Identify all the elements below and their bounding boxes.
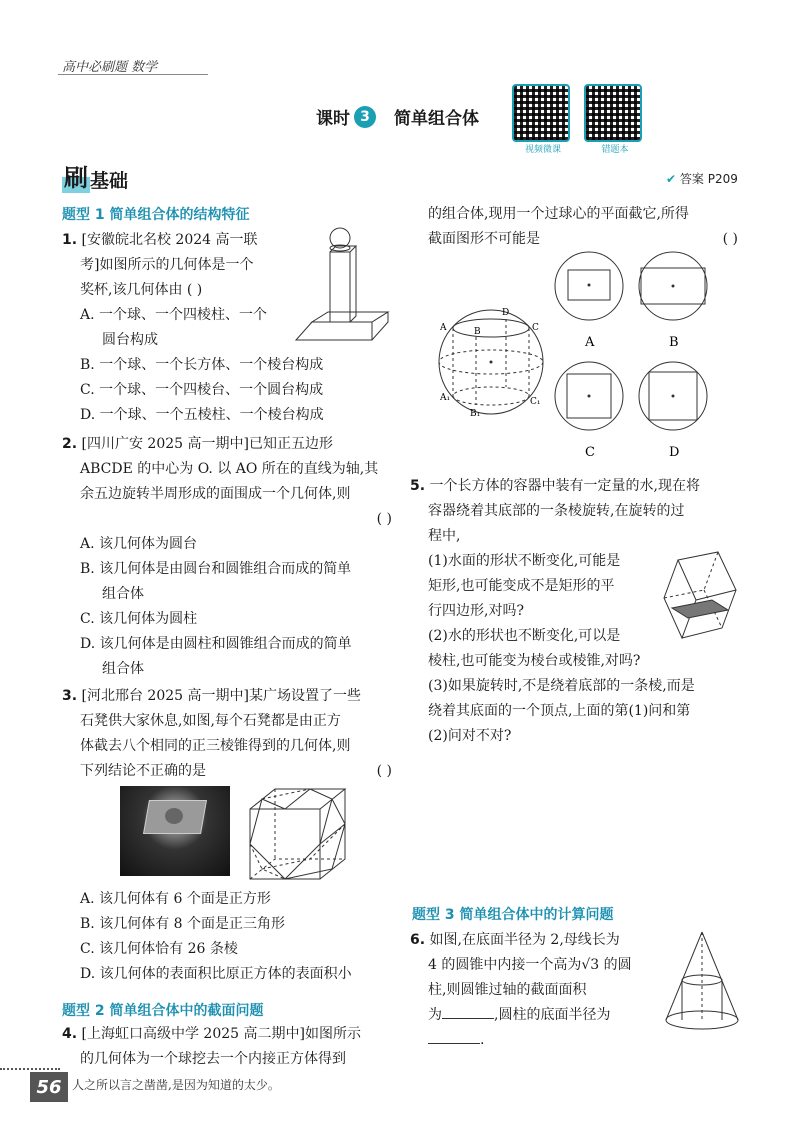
q2-number: 2. [62,436,78,452]
q4-line-3: 的组合体,现用一个过球心的平面截它,所得 [428,206,689,222]
q1-line-1: [安徽皖北名校 2024 高一联 [81,232,258,248]
q1-options [80,303,324,428]
section-big-char: 刷 [62,158,90,193]
choice-label-b: B [669,335,679,350]
choice-label-a: A [585,335,595,350]
choice-c-diagram [555,362,623,430]
sphere-cube-figure [436,300,551,425]
q5-line-5: 矩形,也可能变成不是矩形的平 [428,578,615,594]
type-3-title: 题型 3 简单组合体中的计算问题 [412,907,614,923]
q3-option-d: D. 该几何体的表面积比原正方体的表面积小 [80,966,352,982]
q2-option-d: D. 该几何体是由圆柱和圆锥组合而成的简单 [80,636,352,652]
q6-line-5: . [480,1032,485,1048]
q1-option-c: C. 一个球、一个四棱台、一个圆台构成 [80,382,324,398]
choice-label-d: D [669,445,680,460]
q2-option-b-cont: 组合体 [102,586,144,602]
q4-choice-diagrams [553,250,743,475]
rotated-box-figure [660,550,740,650]
lesson-number: 3 [354,106,376,128]
q2-option-c: C. 该几何体为圆柱 [80,611,198,627]
fig-label-a1: A₁ [440,393,451,403]
trophy-figure [292,222,392,352]
answer-ref-text: 答案 P209 [679,172,738,186]
q3-option-a: A. 该几何体有 6 个面是正方形 [80,891,271,907]
q5-line-3: 程中, [428,528,461,544]
qr-mistakes[interactable] [584,84,646,155]
qr-mistakes-label: 错题本 [601,145,629,155]
q1-number: 1. [62,232,78,248]
question-4-start [62,1022,392,1072]
q1-option-a-cont: 圆台构成 [102,332,158,348]
qr-code-icon[interactable] [584,84,642,142]
q2-options [80,532,352,682]
q6-line-4a: 为 [428,1007,442,1023]
question-6 [410,928,660,1053]
q5-line-9: (3)如果旋转时,不是绕着底部的一条棱,而是 [428,678,695,694]
q4-number: 4. [62,1026,78,1042]
q3-line-4: 下列结论不正确的是 [80,763,206,779]
page-number: 56 [30,1072,68,1102]
q4-line-2: 的几何体为一个球挖去一个内接正方体得到 [80,1051,346,1067]
q4-line-4: 截面图形不可能是 [428,231,540,247]
header-divider [58,74,208,75]
type-2-title: 题型 2 简单组合体中的截面问题 [62,1003,264,1019]
q1-line-3: 奖杯,该几何体由 ( ) [80,282,203,298]
q1-line-2: 考]如图所示的几何体是一个 [80,257,254,273]
lesson-prefix: 课时 [316,109,350,129]
qr-code-icon[interactable] [512,84,570,142]
question-2 [62,432,392,532]
q2-line-2: ABCDE 的中心为 O. 以 AO 所在的直线为轴,其 [80,461,379,477]
cone-cylinder-figure [662,928,742,1038]
fig-label-c: C [532,323,539,333]
check-icon: ✔ [666,172,677,186]
q2-option-b: B. 该几何体是由圆台和圆锥组合而成的简单 [80,561,352,577]
footer-dots [0,1068,60,1070]
question-3 [62,684,392,784]
fig-label-a: A [440,323,447,333]
answer-blank-1[interactable] [442,1005,494,1019]
qr-video[interactable] [512,84,574,155]
q3-line-2: 石凳供大家休息,如图,每个石凳都是由正方 [80,713,341,729]
q6-line-2: 4 的圆锥中内接一个高为√3 的圆 [428,957,632,973]
fig-label-b: B [474,327,481,337]
q3-paren: ( ) [376,763,392,779]
answer-reference [666,170,738,187]
q4-paren: ( ) [722,231,738,247]
q2-line-1: [四川广安 2025 高一期中]已知正五边形 [81,436,333,452]
q5-line-4: (1)水面的形状不断变化,可能是 [428,553,621,569]
q5-line-7: (2)水的形状也不断变化,可以是 [428,628,621,644]
choice-b-diagram [639,252,707,320]
question-1 [62,228,292,303]
stone-bench-photo [120,786,230,876]
lesson-title [316,104,479,129]
q3-line-1: [河北邢台 2025 高一期中]某广场设置了一些 [81,688,361,704]
q6-line-3: 柱,则圆锥过轴的截面面积 [428,982,587,998]
q2-option-d-cont: 组合体 [102,661,144,677]
q4-line-1: [上海虹口高级中学 2025 高二期中]如图所示 [81,1026,361,1042]
fig-label-c1: C₁ [530,397,541,407]
section-rest: 基础 [90,170,129,192]
qr-video-label: 视频微课 [524,145,561,155]
answer-blank-2[interactable] [428,1030,480,1044]
type-1-title: 题型 1 简单组合体的结构特征 [62,207,250,223]
q6-line-4b: ,圆柱的底面半径为 [494,1007,611,1023]
q5-line-8: 棱柱,也可能变为棱台或棱锥,对吗? [428,653,641,669]
fig-label-d: D [502,308,510,318]
q3-number: 3. [62,688,78,704]
q5-line-11: (2)问对不对? [428,728,512,744]
choice-a-diagram [555,252,623,320]
q3-option-b: B. 该几何体有 8 个面是正三角形 [80,916,285,932]
q6-number: 6. [410,932,426,948]
q1-option-a: A. 一个球、一个四棱柱、一个 [80,307,268,323]
q2-line-3: 余五边旋转半周形成的面围成一个几何体,则 [80,486,351,502]
fig-label-b1: B₁ [470,409,481,419]
truncated-cube-figure [240,784,355,884]
q5-line-1: 一个长方体的容器中装有一定量的水,现在将 [429,478,700,494]
choice-label-c: C [585,445,595,460]
q3-options [80,887,352,987]
lesson-name: 简单组合体 [394,109,479,129]
q1-option-d: D. 一个球、一个五棱柱、一个棱台构成 [80,407,324,423]
q6-line-1: 如图,在底面半径为 2,母线长为 [429,932,620,948]
q3-option-c: C. 该几何体恰有 26 条棱 [80,941,238,957]
section-title [62,158,128,193]
question-4-cont [428,202,738,252]
q5-line-10: 绕着其底面的一个顶点,上面的第(1)问和第 [428,703,691,719]
footer-quote: 人之所以言之凿凿,是因为知道的太少。 [72,1078,280,1092]
q1-option-b: B. 一个球、一个长方体、一个棱台构成 [80,357,324,373]
q5-line-6: 行四边形,对吗? [428,603,524,619]
q5-line-2: 容器绕着其底部的一条棱旋转,在旋转的过 [428,503,685,519]
book-title: 高中必刷题 数学 [62,60,158,75]
q2-option-a: A. 该几何体为圆台 [80,536,198,552]
q5-number: 5. [410,478,426,494]
q3-line-3: 体截去八个相同的正三棱锥得到的几何体,则 [80,738,351,754]
q2-paren: ( ) [376,511,392,527]
choice-d-diagram [639,362,707,430]
